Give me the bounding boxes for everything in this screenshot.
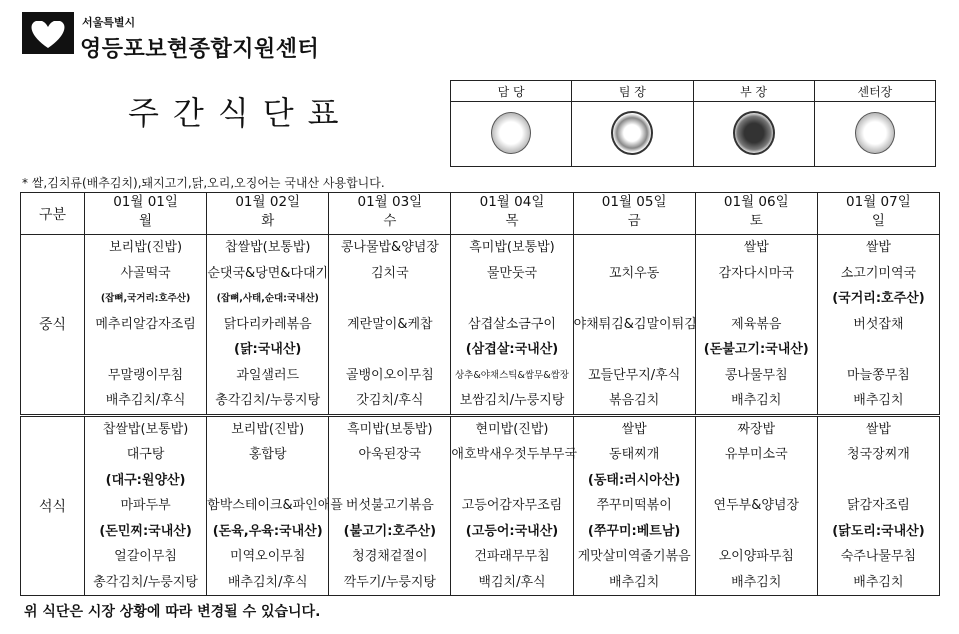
seal-stamp-icon [855, 112, 895, 154]
dinner-menu-cell [85, 415, 207, 596]
lunch-menu-cell [573, 235, 695, 416]
menu-item: 쌀밥 [743, 240, 769, 255]
approval-role: 부 장 [693, 81, 814, 102]
menu-item: 과일샐러드 [236, 367, 300, 383]
approval-table [450, 80, 936, 167]
menu-item: 청국장찌개 [847, 447, 910, 462]
menu-item: 볶음김치 [609, 393, 660, 408]
day-weekday: 화 [261, 213, 275, 229]
day-date: 01월 07일 [846, 194, 911, 210]
day-header [207, 193, 329, 235]
day-date: 01월 06일 [723, 194, 789, 210]
menu-item: (닭도리:국내산) [832, 523, 925, 539]
menu-item: (잡뼈,사태,순대:국내산) [216, 293, 319, 304]
day-date: 01월 03일 [357, 194, 423, 210]
menu-item: 보리밥(진밥) [231, 421, 305, 437]
dinner-row [21, 415, 940, 596]
menu-item: 배추김치 [853, 393, 904, 408]
menu-item: 찹쌀밥(보통밥) [224, 240, 311, 255]
menu-item: (동태:러시아산) [587, 472, 681, 488]
lunch-label: 중식 [21, 235, 85, 416]
menu-item: 애호박새우젓두부무국 [451, 447, 578, 462]
menu-item: 동태찌개 [609, 447, 660, 462]
menu-item: 갓김치/후식 [356, 393, 424, 408]
menu-item: (돈육,우육:국내산) [212, 523, 323, 539]
menu-item: 게맛살미역줄기볶음 [577, 549, 691, 564]
menu-item: 쭈꾸미떡볶이 [596, 498, 672, 513]
menu-item: 무말랭이무침 [107, 367, 184, 383]
menu-item: 골뱅이오이무침 [345, 367, 434, 383]
menu-item: (닭:국내산) [234, 342, 302, 357]
org-small-name: 서울특별시 [82, 16, 136, 29]
menu-item [574, 337, 695, 363]
menu-item [329, 337, 450, 363]
lunch-row [21, 235, 940, 416]
menu-item [574, 235, 695, 261]
menu-item [451, 286, 572, 312]
menu-item: 함박스테이크&파인애플 [207, 498, 343, 513]
menu-item: 배추김치 [609, 574, 660, 590]
lunch-menu-cell [695, 235, 817, 416]
menu-item: 흑미밥(보통밥) [469, 240, 555, 255]
menu-item: 오이양파무침 [718, 549, 794, 564]
menu-item: 버섯잡채 [853, 316, 904, 332]
lunch-menu-cell [817, 235, 939, 416]
menu-item: 총각김치/누룽지탕 [93, 574, 198, 590]
menu-item: 유부미소국 [724, 447, 788, 462]
menu-item: 쌀밥 [865, 240, 891, 255]
menu-item: 홍합탕 [248, 447, 287, 462]
lunch-menu-cell [451, 235, 573, 416]
menu-item [329, 468, 450, 494]
label-header: 구분 [21, 193, 85, 235]
seal-stamp-icon [733, 111, 775, 155]
menu-item: 배추김치/후식 [105, 393, 186, 408]
lunch-menu-cell [207, 235, 329, 416]
menu-item: 아욱된장국 [358, 447, 422, 462]
menu-item: 대구탕 [126, 447, 165, 462]
footer-note: 위 식단은 시장 상황에 따라 변경될 수 있습니다. [24, 604, 321, 620]
menu-item: 흑미밥(보통밥) [347, 421, 433, 437]
menu-item: (고등어:국내산) [465, 523, 559, 539]
menu-item [85, 337, 206, 363]
dinner-menu-cell [451, 415, 578, 596]
menu-item: 배추김치/후식 [227, 574, 308, 590]
menu-item: 물만둣국 [486, 265, 538, 281]
menu-item: 현미밥(진밥) [475, 421, 549, 437]
menu-item: 고등어감자무조림 [461, 498, 563, 513]
menu-item: (잡뼈,국거리:호주산) [100, 293, 191, 304]
day-weekday: 목 [505, 213, 519, 229]
menu-item: 숙주나물무침 [840, 549, 917, 564]
menu-item: 소고기미역국 [840, 265, 917, 281]
dinner-label: 석식 [21, 415, 85, 596]
approval-role: 팀 장 [572, 81, 693, 102]
day-weekday: 월 [139, 213, 153, 229]
menu-item: 마늘쫑무침 [847, 367, 910, 383]
menu-item: 계란말이&케찹 [347, 316, 433, 332]
menu-item: 쌀밥 [621, 421, 647, 437]
day-weekday: 토 [749, 213, 763, 229]
menu-item [329, 286, 450, 312]
menu-item: 총각김치/누룽지탕 [215, 393, 321, 408]
menu-item: 보쌈김치/누룽지탕 [459, 393, 565, 408]
header [22, 8, 382, 68]
day-weekday: 금 [627, 213, 641, 229]
page-title: 주간식단표 [128, 94, 353, 132]
menu-item [696, 519, 817, 545]
day-date: 01월 05일 [601, 194, 667, 210]
menu-item: 연두부&양념장 [713, 498, 800, 513]
lunch-menu-cell [85, 235, 207, 416]
dinner-menu-cell [695, 415, 817, 596]
day-date: 01월 02일 [235, 194, 301, 210]
menu-item: 백김치/후식 [478, 574, 546, 590]
menu-item: 짜장밥 [737, 421, 776, 437]
menu-item: (불고기:호주산) [343, 523, 437, 539]
day-weekday: 수 [383, 213, 397, 229]
menu-item: 제육볶음 [731, 316, 782, 332]
approval-stamp-cell [572, 102, 693, 167]
menu-item: 감자다시마국 [718, 265, 794, 281]
approval-role: 센터장 [814, 81, 935, 102]
menu-item: 청경채겉절이 [352, 549, 428, 564]
menu-item: 건파래무무침 [474, 549, 550, 564]
menu-item: 꼬치우동 [609, 265, 660, 281]
menu-item: 꼬들단무지/후식 [587, 367, 681, 383]
menu-item [574, 286, 695, 312]
menu-item [451, 468, 572, 494]
origin-notice: * 쌀,김치류(배추김치),돼지고기,닭,오리,오징어는 국내산 사용합니다. [22, 176, 385, 190]
menu-item [696, 468, 817, 494]
menu-item: 닭다리카레볶음 [223, 316, 312, 332]
menu-item [818, 468, 939, 494]
day-date: 01월 01일 [113, 194, 178, 210]
dinner-menu-cell [329, 415, 451, 596]
menu-item: 찹쌀밥(보통밥) [102, 421, 189, 437]
menu-item: (돈불고기:국내산) [703, 342, 809, 357]
day-weekday: 일 [871, 213, 885, 229]
day-header [451, 193, 573, 235]
menu-item: 버섯불고기볶음 [345, 498, 434, 513]
approval-stamp-cell [693, 102, 814, 167]
menu-item: 순댓국&당면&다대기 [207, 265, 329, 281]
menu-item: 사골떡국 [120, 265, 171, 281]
menu-item: 배추김치 [731, 393, 782, 408]
dinner-menu-cell [817, 415, 939, 596]
day-date: 01월 04일 [479, 194, 545, 210]
day-header [817, 193, 939, 235]
menu-item: 마파두부 [120, 498, 171, 513]
menu-item [696, 286, 817, 312]
seal-stamp-icon [491, 112, 531, 154]
menu-item: 보리밥(진밥) [109, 240, 183, 255]
approval-stamp-cell [451, 102, 572, 167]
menu-item: 메추리알감자조림 [95, 316, 196, 332]
menu-item: 콩나물밥&양념장 [340, 240, 439, 255]
day-header [85, 193, 207, 235]
day-header [573, 193, 695, 235]
menu-item: 상추&야채스틱&쌈무&쌈장 [454, 369, 569, 381]
approval-role: 담 당 [451, 81, 572, 102]
menu-item: 미역오이무침 [230, 549, 306, 564]
menu-item: 야채튀김&김말이튀김 [573, 316, 697, 332]
dinner-menu-cell [573, 415, 695, 596]
menu-item: (국거리:호주산) [832, 291, 925, 306]
day-header [695, 193, 817, 235]
menu-item: 닭감자조림 [847, 498, 910, 513]
org-name: 영등포보현종합지원센터 [80, 37, 320, 62]
seal-stamp-icon [611, 111, 653, 155]
menu-item: 배추김치 [731, 574, 782, 590]
menu-item: 깍두기/누룽지탕 [343, 574, 436, 590]
menu-item [207, 468, 328, 494]
menu-item: (대구:원양산) [105, 472, 186, 488]
menu-item: 김치국 [371, 265, 409, 281]
menu-item: 쌀밥 [865, 421, 891, 437]
lunch-menu-cell [329, 235, 451, 416]
seoul-logo-icon [22, 12, 74, 54]
menu-item: 배추김치 [853, 574, 904, 590]
menu-item: (쭈꾸미:베트남) [587, 523, 681, 539]
menu-item: (돈민찌:국내산) [99, 523, 192, 539]
menu-item: 삼겹살소금구이 [468, 316, 556, 332]
menu-item: 콩나물무침 [724, 367, 788, 383]
menu-item: 얼갈이무침 [114, 549, 177, 564]
menu-item: (삼겹살:국내산) [465, 342, 559, 357]
day-header [329, 193, 451, 235]
approval-stamp-cell [814, 102, 935, 167]
menu-item [818, 337, 939, 363]
menu-table [20, 192, 940, 596]
dinner-menu-cell [207, 415, 343, 596]
